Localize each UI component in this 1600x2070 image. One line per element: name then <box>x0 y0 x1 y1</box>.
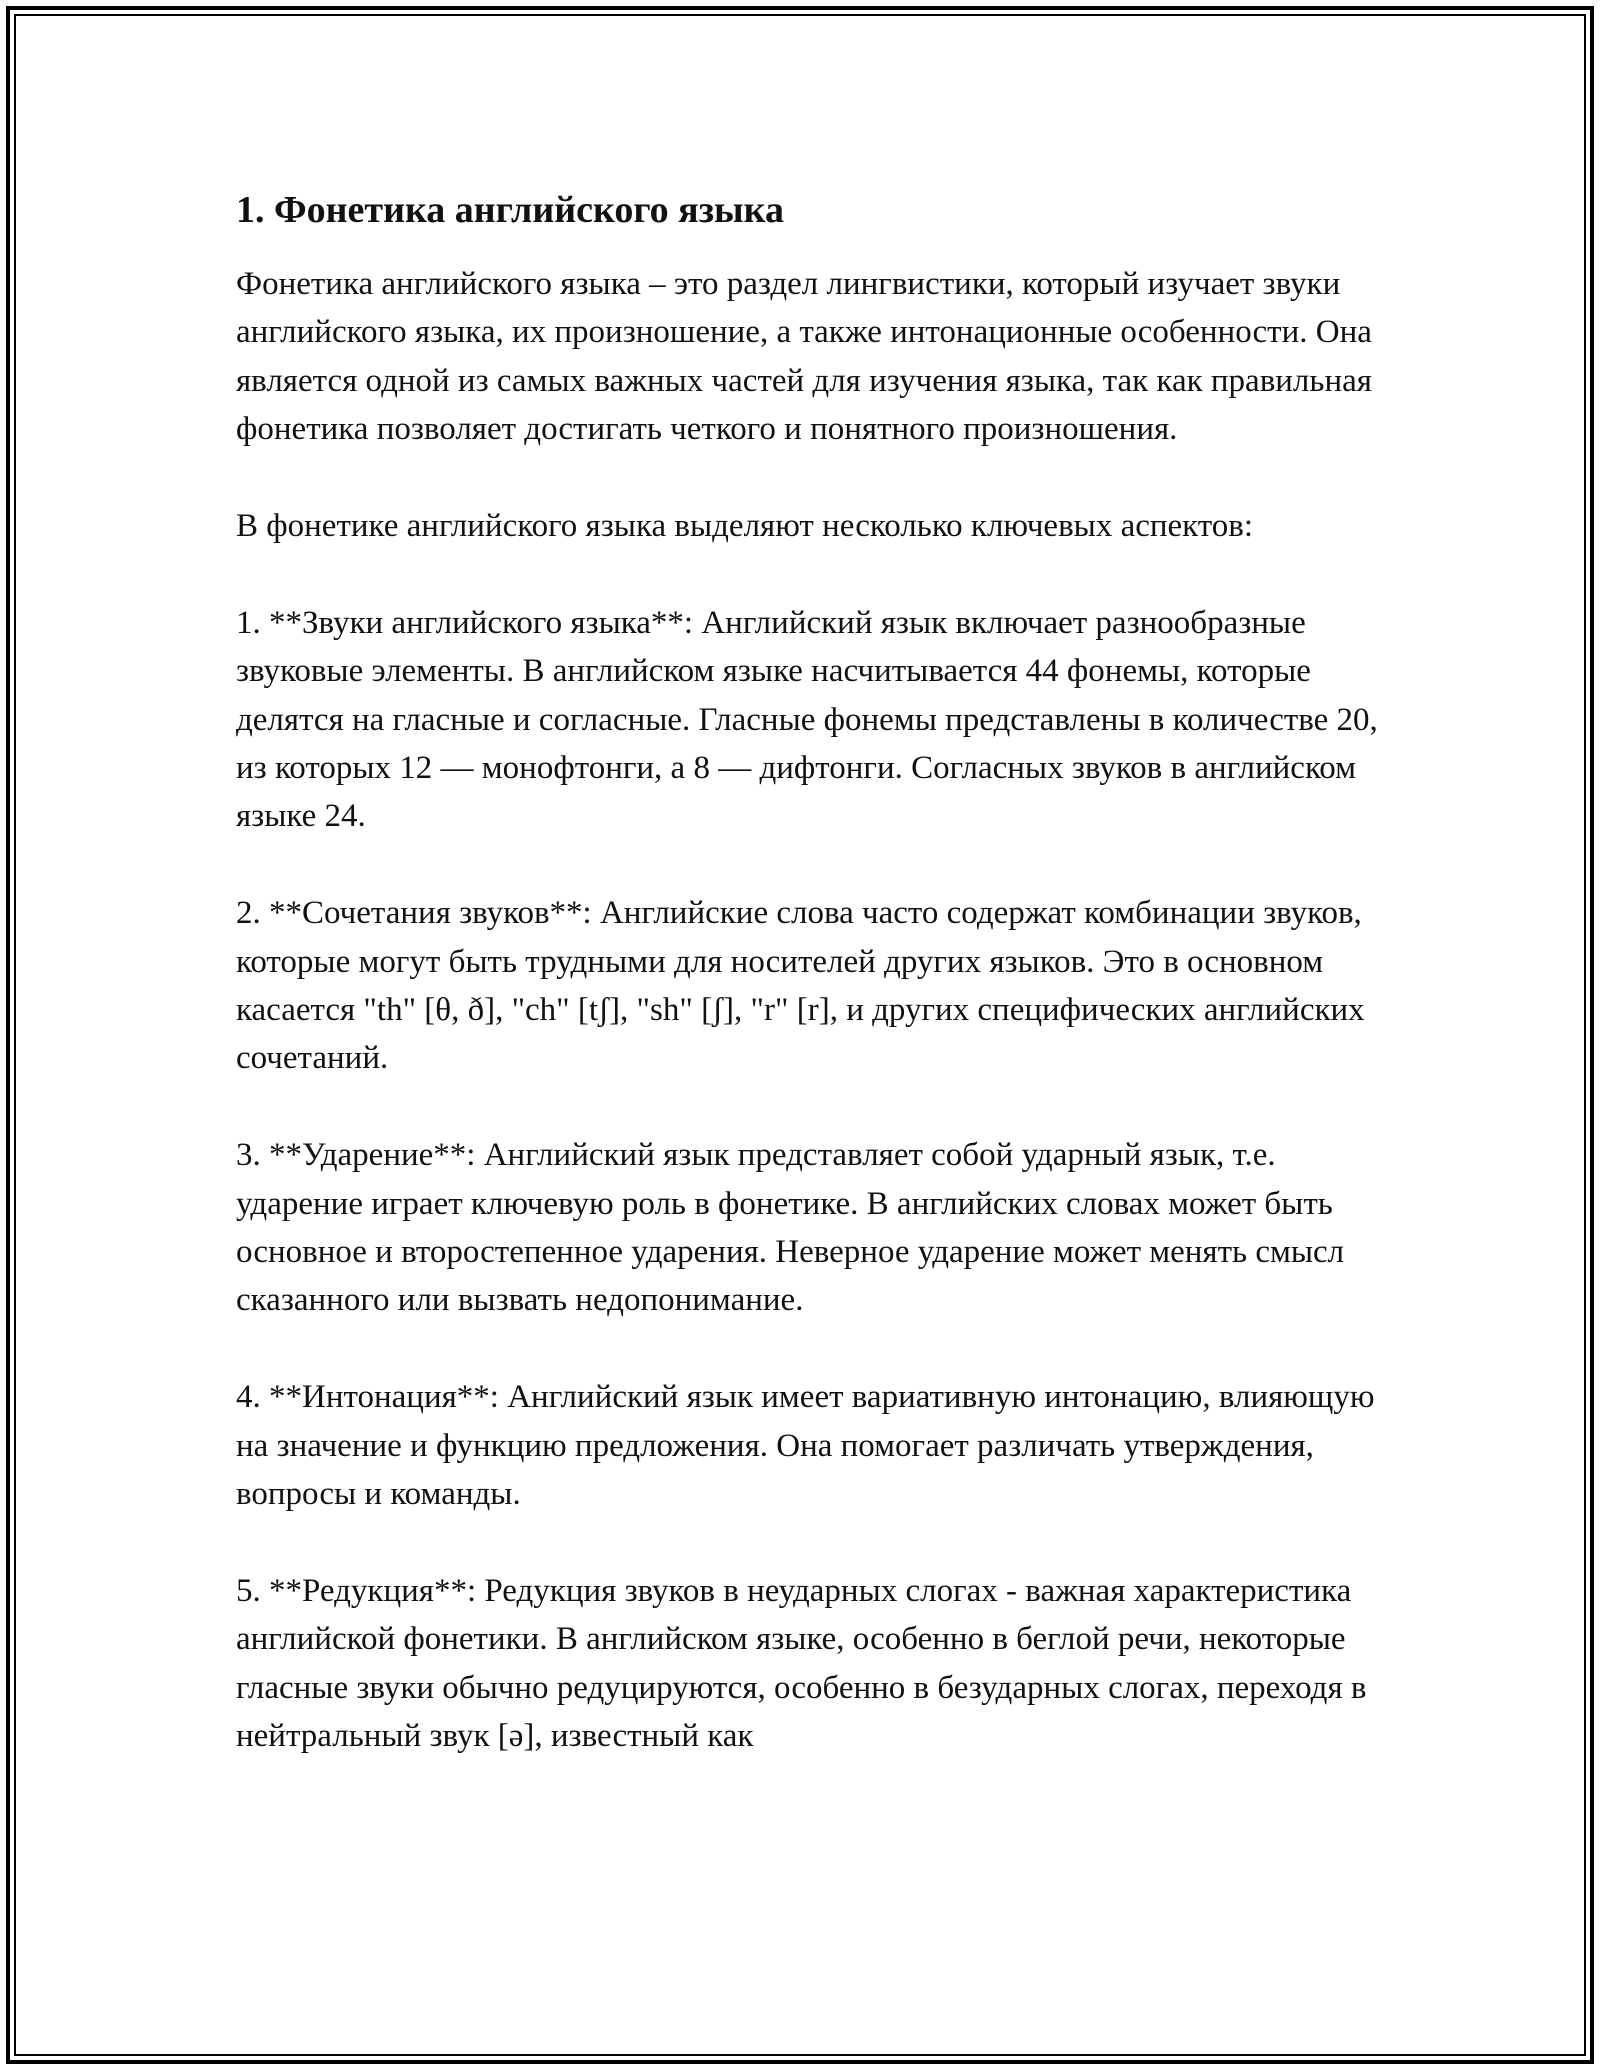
list-item-stress: 3. **Ударение**: Английский язык представляет собой ударный язык, т.е. ударение играет ключевую роль в фонетике. В английских словах может быть основное и второстепенное ударения. Неверное ударение может менять смысл сказанного или вызвать недопонимание. <box>236 1137 1345 1319</box>
section-title: 1. Фонетика английского языка <box>236 189 784 231</box>
paragraph-aspects-lead: В фонетике английского языка выделяют несколько ключевых аспектов: <box>236 508 1254 545</box>
list-item-reduction: 5. **Редукция**: Редукция звуков в неударных слогах - важная характеристика английской фонетики. В английском языке, особенно в беглой речи, некоторые гласные звуки обычно редуцируются, особенно в безударных слогах, переходя в нейтральный звук [ə], известный как <box>236 1572 1367 1755</box>
list-item-sounds: 1. **Звуки английского языка**: Английский язык включает разнообразные звуковые элементы. В английском языке насчитывается 44 фонемы, которые делятся на гласные и согласные. Гласные фонемы представлены в количестве 20, из которых 12 — монофтонги, а 8 — дифтонги. Согласных звуков в английском языке 24. <box>236 604 1378 835</box>
list-item-sound-combinations: 2. **Сочетания звуков**: Английские слова часто содержат комбинации звуков, которые могут быть трудными для носителей других языков. Это в основном касается "th" [θ, ð], "ch" [tʃ], "sh" [ʃ], "r" [r], и других специфических английских сочетаний. <box>236 895 1365 1077</box>
document-body <box>236 186 1396 1761</box>
list-item-intonation: 4. **Интонация**: Английский язык имеет вариативную интонацию, влияющую на значение и функцию предложения. Она помогает различать утверждения, вопросы и команды. <box>236 1379 1375 1513</box>
paragraph-intro: Фонетика английского языка – это раздел лингвистики, который изучает звуки английского языка, их произношение, а также интонационные особенности. Она является одной из самых важных частей для изучения языка, так как правильная фонетика позволяет достигать четкого и понятного произношения. <box>236 266 1372 448</box>
